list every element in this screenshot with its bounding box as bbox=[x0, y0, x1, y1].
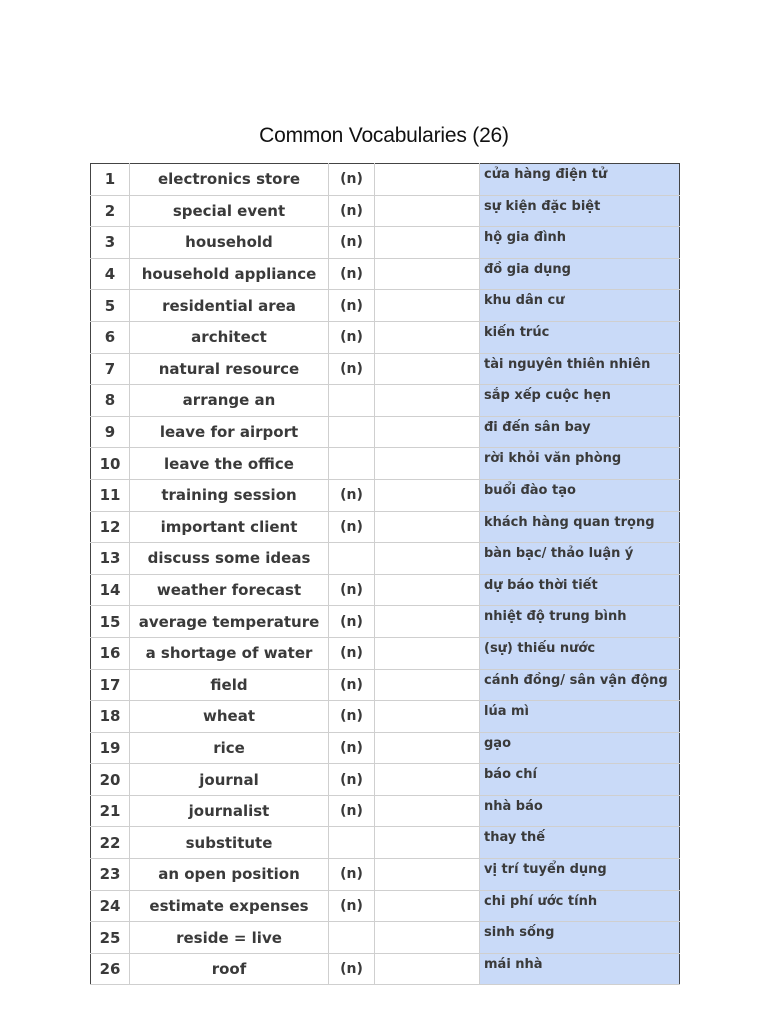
row-number: 3 bbox=[91, 227, 130, 259]
english-term: wheat bbox=[130, 701, 329, 733]
row-number: 12 bbox=[91, 511, 130, 543]
table-row bbox=[91, 511, 680, 543]
blank-cell bbox=[375, 732, 480, 764]
english-term: weather forecast bbox=[130, 574, 329, 606]
blank-cell bbox=[375, 353, 480, 385]
vietnamese-meaning: thay thế bbox=[480, 827, 680, 859]
vietnamese-meaning: buổi đào tạo bbox=[480, 479, 680, 511]
english-term: discuss some ideas bbox=[130, 543, 329, 575]
vietnamese-meaning: vị trí tuyển dụng bbox=[480, 859, 680, 891]
row-number: 8 bbox=[91, 385, 130, 417]
blank-cell bbox=[375, 922, 480, 954]
vietnamese-meaning: sinh sống bbox=[480, 922, 680, 954]
part-of-speech: (n) bbox=[329, 637, 375, 669]
part-of-speech: (n) bbox=[329, 606, 375, 638]
vocabulary-table-body bbox=[91, 164, 680, 985]
vietnamese-meaning: nhà báo bbox=[480, 795, 680, 827]
part-of-speech bbox=[329, 827, 375, 859]
row-number: 20 bbox=[91, 764, 130, 796]
vietnamese-meaning: mái nhà bbox=[480, 953, 680, 985]
row-number: 25 bbox=[91, 922, 130, 954]
blank-cell bbox=[375, 195, 480, 227]
row-number: 2 bbox=[91, 195, 130, 227]
blank-cell bbox=[375, 637, 480, 669]
row-number: 7 bbox=[91, 353, 130, 385]
part-of-speech: (n) bbox=[329, 164, 375, 196]
blank-cell bbox=[375, 890, 480, 922]
blank-cell bbox=[375, 606, 480, 638]
part-of-speech: (n) bbox=[329, 732, 375, 764]
english-term: special event bbox=[130, 195, 329, 227]
english-term: arrange an bbox=[130, 385, 329, 417]
table-row bbox=[91, 764, 680, 796]
english-term: roof bbox=[130, 953, 329, 985]
row-number: 1 bbox=[91, 164, 130, 196]
part-of-speech: (n) bbox=[329, 511, 375, 543]
row-number: 22 bbox=[91, 827, 130, 859]
part-of-speech: (n) bbox=[329, 321, 375, 353]
part-of-speech: (n) bbox=[329, 574, 375, 606]
part-of-speech: (n) bbox=[329, 795, 375, 827]
table-row bbox=[91, 258, 680, 290]
english-term: training session bbox=[130, 479, 329, 511]
table-row bbox=[91, 574, 680, 606]
row-number: 10 bbox=[91, 448, 130, 480]
vietnamese-meaning: đi đến sân bay bbox=[480, 416, 680, 448]
english-term: rice bbox=[130, 732, 329, 764]
row-number: 5 bbox=[91, 290, 130, 322]
part-of-speech bbox=[329, 448, 375, 480]
row-number: 13 bbox=[91, 543, 130, 575]
part-of-speech bbox=[329, 543, 375, 575]
table-row bbox=[91, 321, 680, 353]
blank-cell bbox=[375, 764, 480, 796]
blank-cell bbox=[375, 859, 480, 891]
table-row bbox=[91, 859, 680, 891]
vietnamese-meaning: hộ gia đình bbox=[480, 227, 680, 259]
vietnamese-meaning: rời khỏi văn phòng bbox=[480, 448, 680, 480]
english-term: household appliance bbox=[130, 258, 329, 290]
blank-cell bbox=[375, 795, 480, 827]
vietnamese-meaning: bàn bạc/ thảo luận ý bbox=[480, 543, 680, 575]
vietnamese-meaning: gạo bbox=[480, 732, 680, 764]
row-number: 15 bbox=[91, 606, 130, 638]
english-term: household bbox=[130, 227, 329, 259]
english-term: architect bbox=[130, 321, 329, 353]
table-row bbox=[91, 827, 680, 859]
table-row bbox=[91, 385, 680, 417]
part-of-speech bbox=[329, 385, 375, 417]
part-of-speech: (n) bbox=[329, 195, 375, 227]
blank-cell bbox=[375, 574, 480, 606]
vietnamese-meaning: (sự) thiếu nước bbox=[480, 637, 680, 669]
english-term: important client bbox=[130, 511, 329, 543]
part-of-speech: (n) bbox=[329, 258, 375, 290]
table-row bbox=[91, 922, 680, 954]
english-term: reside = live bbox=[130, 922, 329, 954]
english-term: substitute bbox=[130, 827, 329, 859]
blank-cell bbox=[375, 416, 480, 448]
row-number: 23 bbox=[91, 859, 130, 891]
blank-cell bbox=[375, 543, 480, 575]
vietnamese-meaning: cửa hàng điện tử bbox=[480, 164, 680, 196]
row-number: 19 bbox=[91, 732, 130, 764]
row-number: 9 bbox=[91, 416, 130, 448]
blank-cell bbox=[375, 290, 480, 322]
vietnamese-meaning: đồ gia dụng bbox=[480, 258, 680, 290]
blank-cell bbox=[375, 479, 480, 511]
vietnamese-meaning: tài nguyên thiên nhiên bbox=[480, 353, 680, 385]
vietnamese-meaning: kiến trúc bbox=[480, 321, 680, 353]
part-of-speech: (n) bbox=[329, 353, 375, 385]
blank-cell bbox=[375, 258, 480, 290]
table-row bbox=[91, 890, 680, 922]
table-row bbox=[91, 479, 680, 511]
row-number: 17 bbox=[91, 669, 130, 701]
row-number: 26 bbox=[91, 953, 130, 985]
vietnamese-meaning: báo chí bbox=[480, 764, 680, 796]
table-row bbox=[91, 164, 680, 196]
blank-cell bbox=[375, 511, 480, 543]
english-term: average temperature bbox=[130, 606, 329, 638]
part-of-speech bbox=[329, 416, 375, 448]
blank-cell bbox=[375, 321, 480, 353]
table-row bbox=[91, 543, 680, 575]
row-number: 4 bbox=[91, 258, 130, 290]
row-number: 6 bbox=[91, 321, 130, 353]
part-of-speech: (n) bbox=[329, 227, 375, 259]
table-row bbox=[91, 353, 680, 385]
row-number: 18 bbox=[91, 701, 130, 733]
vietnamese-meaning: sắp xếp cuộc hẹn bbox=[480, 385, 680, 417]
english-term: journal bbox=[130, 764, 329, 796]
vietnamese-meaning: cánh đồng/ sân vận động bbox=[480, 669, 680, 701]
vietnamese-meaning: dự báo thời tiết bbox=[480, 574, 680, 606]
table-row bbox=[91, 701, 680, 733]
table-row bbox=[91, 416, 680, 448]
english-term: leave the office bbox=[130, 448, 329, 480]
part-of-speech: (n) bbox=[329, 479, 375, 511]
english-term: a shortage of water bbox=[130, 637, 329, 669]
row-number: 16 bbox=[91, 637, 130, 669]
part-of-speech: (n) bbox=[329, 669, 375, 701]
english-term: leave for airport bbox=[130, 416, 329, 448]
vietnamese-meaning: lúa mì bbox=[480, 701, 680, 733]
blank-cell bbox=[375, 953, 480, 985]
english-term: estimate expenses bbox=[130, 890, 329, 922]
vocabulary-table bbox=[90, 163, 680, 985]
vietnamese-meaning: sự kiện đặc biệt bbox=[480, 195, 680, 227]
english-term: an open position bbox=[130, 859, 329, 891]
table-row bbox=[91, 227, 680, 259]
blank-cell bbox=[375, 827, 480, 859]
row-number: 11 bbox=[91, 479, 130, 511]
english-term: residential area bbox=[130, 290, 329, 322]
table-row bbox=[91, 669, 680, 701]
part-of-speech: (n) bbox=[329, 764, 375, 796]
row-number: 14 bbox=[91, 574, 130, 606]
part-of-speech: (n) bbox=[329, 953, 375, 985]
english-term: electronics store bbox=[130, 164, 329, 196]
english-term: field bbox=[130, 669, 329, 701]
row-number: 21 bbox=[91, 795, 130, 827]
row-number: 24 bbox=[91, 890, 130, 922]
english-term: natural resource bbox=[130, 353, 329, 385]
blank-cell bbox=[375, 669, 480, 701]
table-row bbox=[91, 732, 680, 764]
table-row bbox=[91, 953, 680, 985]
blank-cell bbox=[375, 701, 480, 733]
table-row bbox=[91, 795, 680, 827]
blank-cell bbox=[375, 227, 480, 259]
vietnamese-meaning: khách hàng quan trọng bbox=[480, 511, 680, 543]
table-row bbox=[91, 290, 680, 322]
blank-cell bbox=[375, 164, 480, 196]
table-row bbox=[91, 606, 680, 638]
blank-cell bbox=[375, 385, 480, 417]
english-term: journalist bbox=[130, 795, 329, 827]
page-title: Common Vocabularies (26) bbox=[259, 124, 509, 147]
part-of-speech: (n) bbox=[329, 859, 375, 891]
part-of-speech bbox=[329, 922, 375, 954]
blank-cell bbox=[375, 448, 480, 480]
vietnamese-meaning: chi phí ước tính bbox=[480, 890, 680, 922]
table-row bbox=[91, 195, 680, 227]
part-of-speech: (n) bbox=[329, 701, 375, 733]
vietnamese-meaning: nhiệt độ trung bình bbox=[480, 606, 680, 638]
vietnamese-meaning: khu dân cư bbox=[480, 290, 680, 322]
part-of-speech: (n) bbox=[329, 290, 375, 322]
table-row bbox=[91, 637, 680, 669]
part-of-speech: (n) bbox=[329, 890, 375, 922]
table-row bbox=[91, 448, 680, 480]
